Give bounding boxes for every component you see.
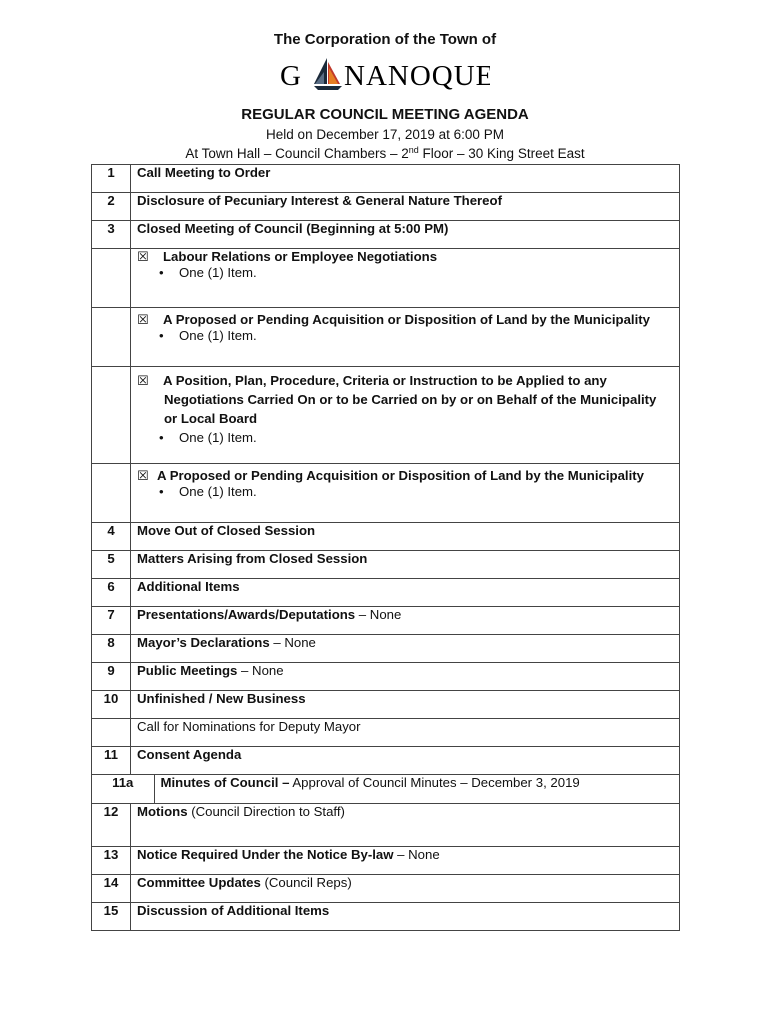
checked-box-icon: ☒ (137, 468, 149, 483)
item-title: Unfinished / New Business (131, 691, 680, 719)
closed-item-title: A Proposed or Pending Acquisition or Disposition of Land by the Municipality (163, 312, 650, 327)
item-title: Committee Updates (137, 875, 261, 890)
item-suffix: – None (237, 663, 284, 678)
item-title: Discussion of Additional Items (131, 903, 680, 931)
sailboat-icon (314, 58, 342, 90)
agenda-table (91, 164, 680, 931)
item-title: Consent Agenda (131, 747, 680, 775)
item-number: 13 (92, 847, 131, 875)
item-title: Move Out of Closed Session (131, 523, 680, 551)
logo-text-nanoque: NANOQUE (344, 60, 490, 92)
agenda-row (92, 221, 680, 249)
agenda-row (92, 607, 680, 635)
closed-item-title: A Proposed or Pending Acquisition or Disposition of Land by the Municipality (157, 468, 644, 483)
item-number: 10 (92, 691, 131, 719)
item-number: 4 (92, 523, 131, 551)
agenda-row (92, 635, 680, 663)
agenda-title: REGULAR COUNCIL MEETING AGENDA (241, 106, 529, 123)
closed-session-row (92, 464, 680, 523)
item-number: 2 (92, 193, 131, 221)
agenda-row (92, 579, 680, 607)
agenda-row (92, 523, 680, 551)
item-number: 14 (92, 875, 131, 903)
item-title: Presentations/Awards/Deputations (137, 607, 356, 622)
closed-item-detail: One (1) Item. (179, 328, 257, 343)
agenda-row (92, 847, 680, 875)
item-title: Notice Required Under the Notice By-law (137, 847, 394, 862)
agenda-row (92, 165, 680, 193)
item-number: 9 (92, 663, 131, 691)
closed-item-title: A Position, Plan, Procedure, Criteria or Instruction to be Applied to any (163, 373, 607, 388)
item-title: Mayor’s Declarations (137, 635, 270, 650)
item-suffix: – None (393, 847, 440, 862)
bullet-icon: • (159, 430, 164, 445)
item-number: 11a (92, 775, 154, 803)
agenda-row (92, 875, 680, 903)
agenda-row (92, 663, 680, 691)
item-title: Minutes of Council – (160, 775, 290, 790)
agenda-subrow (92, 719, 680, 747)
item-number: 6 (92, 579, 131, 607)
sub-item-text: Call for Nominations for Deputy Mayor (131, 719, 680, 747)
closed-session-row (92, 308, 680, 367)
item-title: Additional Items (131, 579, 680, 607)
logo-letter-g: G (280, 60, 302, 92)
bullet-icon: • (159, 484, 164, 499)
item-number: 12 (92, 804, 131, 847)
item-suffix: – None (269, 635, 316, 650)
checked-box-icon: ☒ (137, 373, 149, 388)
closed-item-detail: One (1) Item. (179, 484, 257, 499)
checked-box-icon: ☒ (137, 249, 149, 264)
closed-session-row (92, 249, 680, 308)
bullet-icon: • (159, 328, 164, 343)
item-suffix: – None (355, 607, 402, 622)
agenda-row (92, 804, 680, 847)
item-title: Closed Meeting of Council (Beginning at 5:00 PM) (131, 221, 680, 249)
closed-session-row (92, 367, 680, 464)
bullet-icon: • (159, 265, 164, 280)
item-number: 3 (92, 221, 131, 249)
item-number: 8 (92, 635, 131, 663)
item-number: 7 (92, 607, 131, 635)
item-number: 1 (92, 165, 131, 193)
agenda-row (92, 691, 680, 719)
agenda-row (92, 193, 680, 221)
closed-item-detail: One (1) Item. (179, 430, 257, 445)
meeting-date: Held on December 17, 2019 at 6:00 PM (266, 127, 504, 142)
closed-item-title-cont: or Local Board (164, 411, 258, 426)
agenda-row (92, 747, 680, 775)
checked-box-icon: ☒ (137, 312, 149, 327)
item-suffix: (Council Direction to Staff) (187, 804, 345, 819)
item-number: 15 (92, 903, 131, 931)
corporation-heading: The Corporation of the Town of (273, 31, 497, 48)
item-suffix: (Council Reps) (260, 875, 352, 890)
item-title: Disclosure of Pecuniary Interest & General Nature Thereof (131, 193, 680, 221)
item-title: Public Meetings (137, 663, 238, 678)
meeting-location: At Town Hall – Council Chambers – 2nd Floor – 30 King Street East (185, 145, 585, 161)
closed-item-title: Labour Relations or Employee Negotiations (163, 249, 438, 264)
item-title: Motions (137, 804, 188, 819)
item-number: 11 (92, 747, 131, 775)
town-logo (280, 54, 490, 92)
item-title: Matters Arising from Closed Session (131, 551, 680, 579)
item-number: 5 (92, 551, 131, 579)
agenda-row (92, 551, 680, 579)
item-title: Call Meeting to Order (131, 165, 680, 193)
item-suffix: Approval of Council Minutes – December 3, 2019 (289, 775, 580, 790)
closed-item-title-cont: Negotiations Carried On or to be Carried on by or on Behalf of the Municipality (164, 392, 657, 407)
agenda-row-11a (92, 775, 680, 804)
agenda-row (92, 903, 680, 931)
gananoque-logo-icon (280, 54, 490, 92)
closed-item-detail: One (1) Item. (179, 265, 257, 280)
